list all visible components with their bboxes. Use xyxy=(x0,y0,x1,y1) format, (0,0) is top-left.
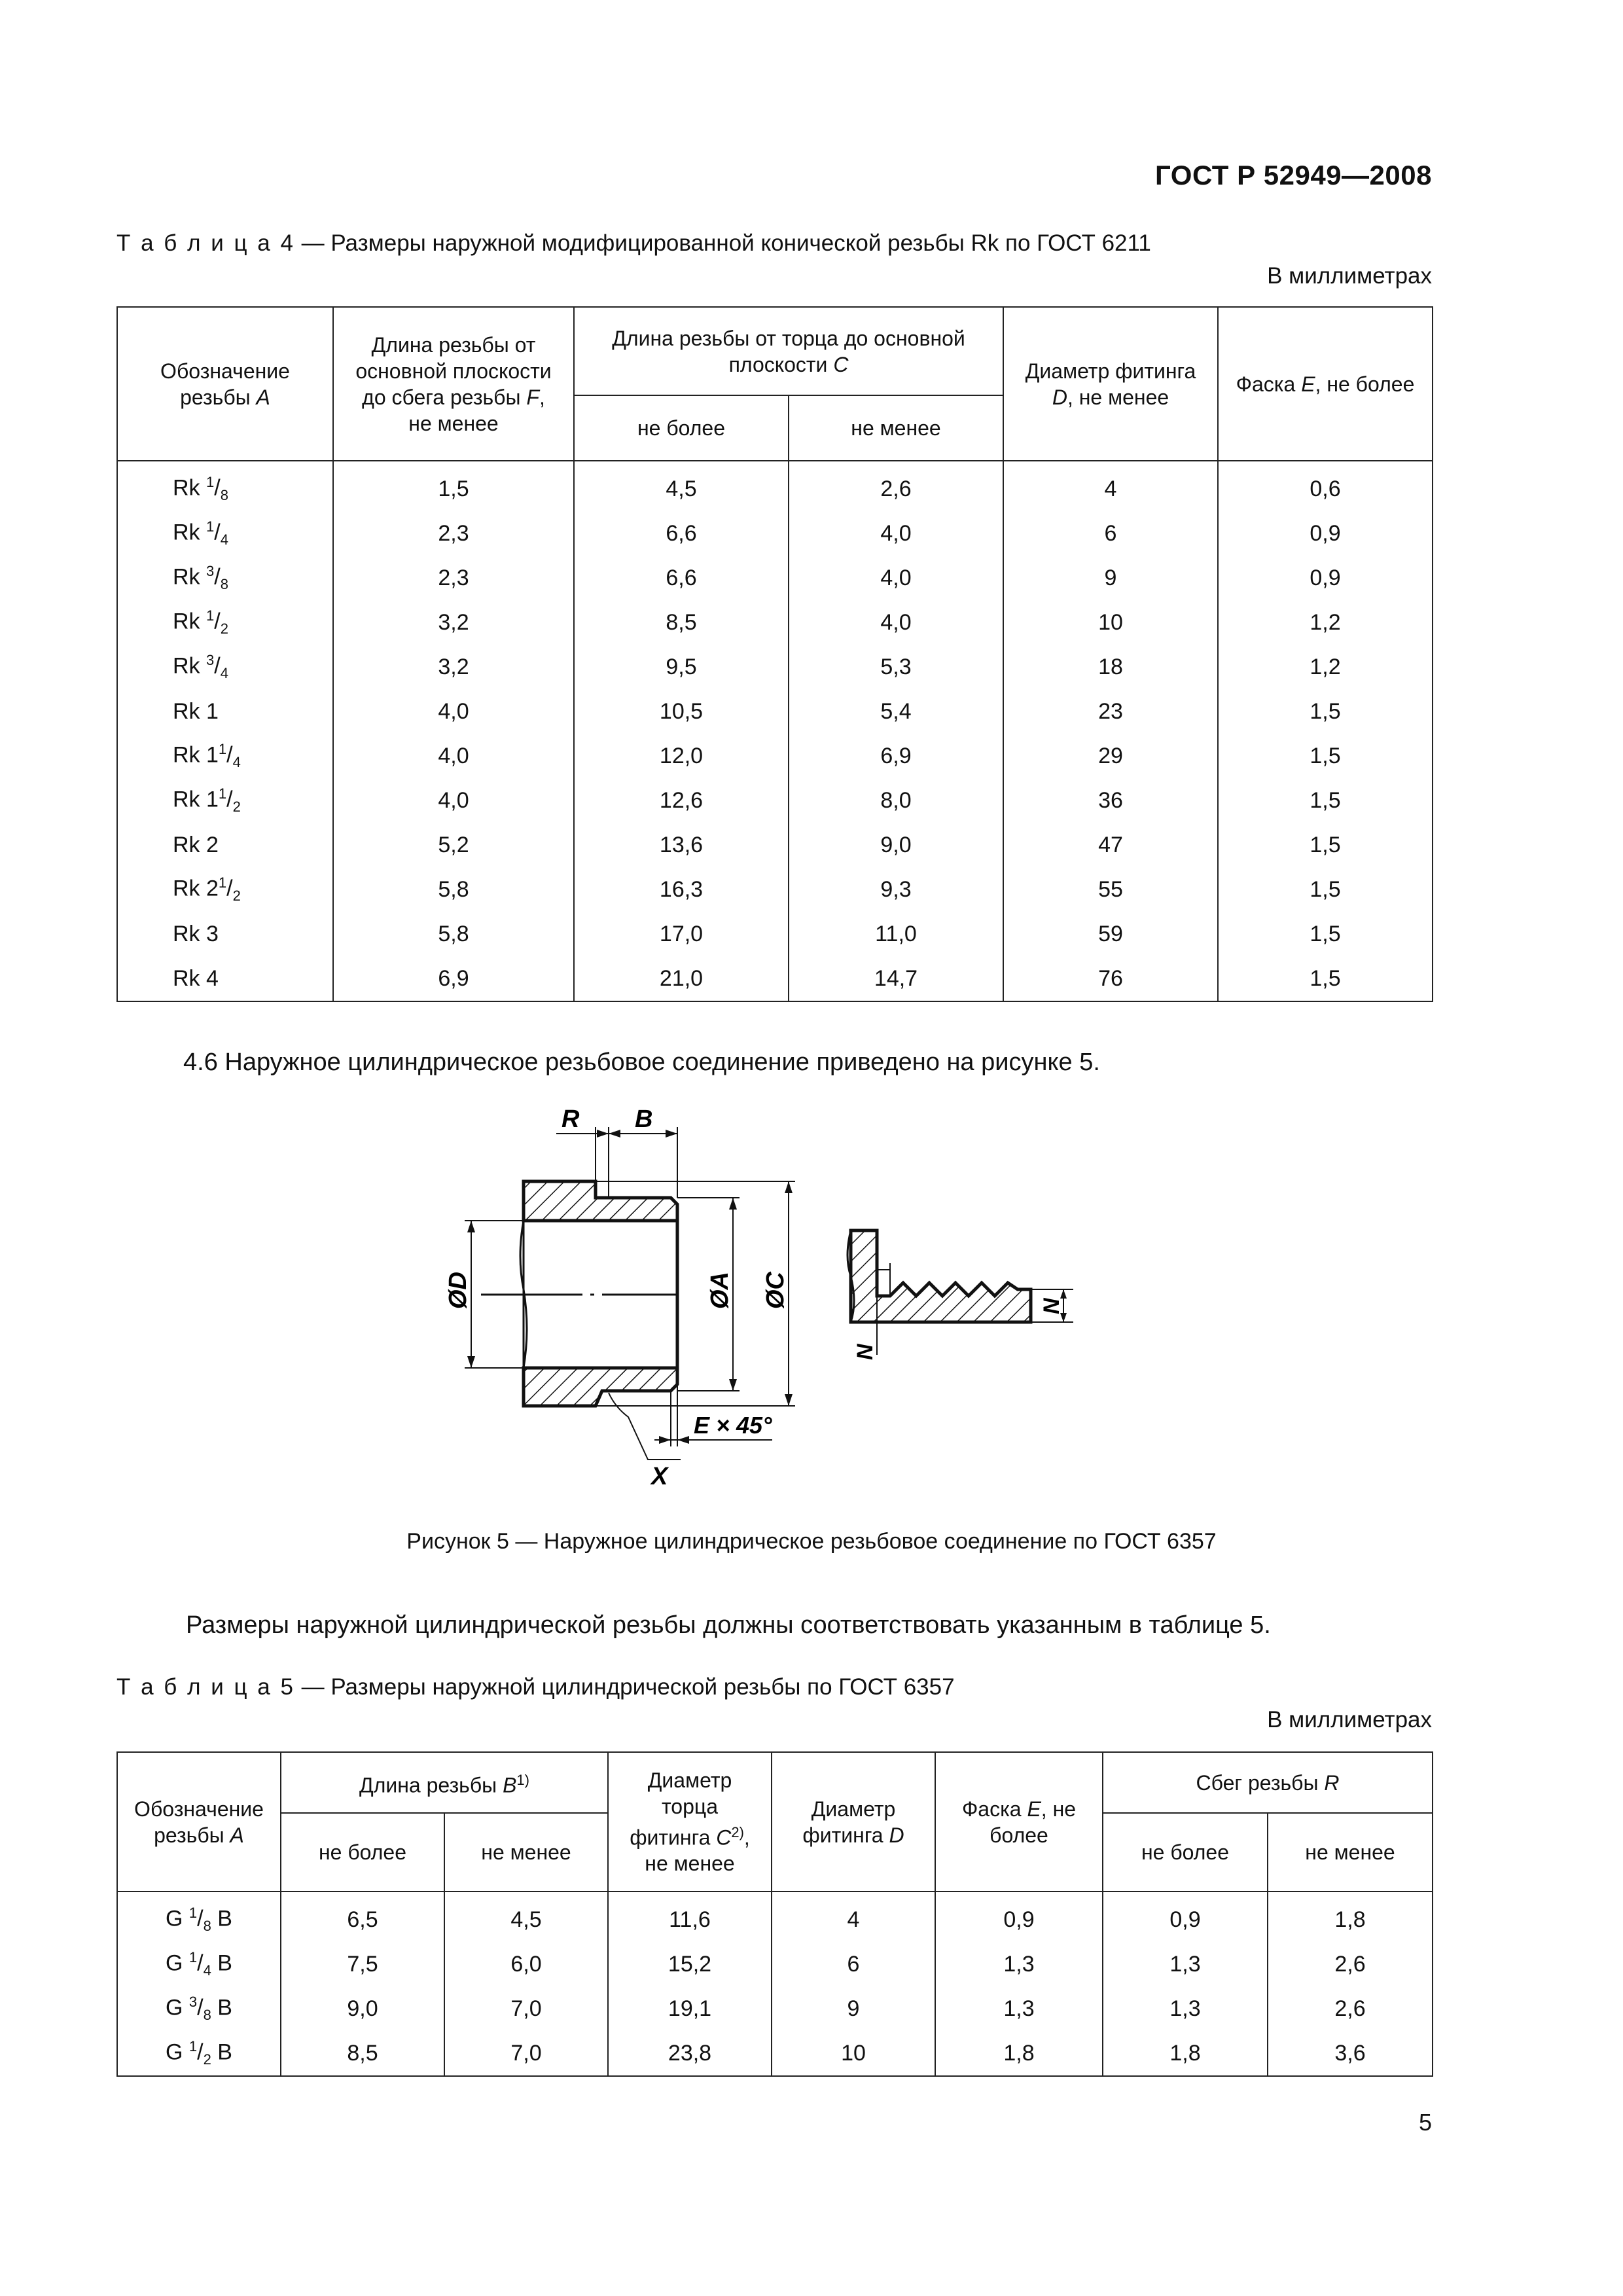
table4-row xyxy=(117,778,1433,823)
table5-row xyxy=(117,2031,1433,2076)
t4-cell-cmax: 10,5 xyxy=(574,689,789,734)
t4-header-chamfer-e: Фаска E, не более xyxy=(1218,307,1433,461)
table4-caption-text: — Размеры наружной модифицированной конической резьбы Rk по ГОСТ 6211 xyxy=(294,230,1151,256)
t4-cell-e: 0,9 xyxy=(1218,556,1433,600)
table5-caption xyxy=(116,1674,955,1700)
t4-cell-e: 1,5 xyxy=(1218,689,1433,734)
t5-cell-rmin: 2,6 xyxy=(1268,1942,1433,1986)
table5-row xyxy=(117,1986,1433,2031)
t5-cell-designation: G $^1/_4$ B xyxy=(117,1942,281,1986)
table4-row xyxy=(117,689,1433,734)
e-arrow-left xyxy=(659,1436,671,1444)
t4-cell-designation: Rk 3 xyxy=(117,912,333,956)
t5-header-diameter-c: Диаметр торца фитинга $C^{2)}$, не менее xyxy=(608,1752,772,1892)
t4-cell-cmax: 6,6 xyxy=(574,556,789,600)
t4-cell-e: 1,2 xyxy=(1218,600,1433,645)
table4-caption xyxy=(116,230,1151,257)
b-arrow-right xyxy=(666,1130,677,1138)
table5-body xyxy=(117,1897,1433,2076)
t4-cell-f: 5,2 xyxy=(333,823,574,867)
t4-cell-cmin: 11,0 xyxy=(789,912,1003,956)
t4-cell-f: 5,8 xyxy=(333,867,574,912)
t5-header-r-max: не более xyxy=(1103,1813,1268,1892)
t5-header-b-min: не менее xyxy=(444,1813,608,1892)
label-n2: N xyxy=(853,1344,878,1360)
t4-cell-d: 9 xyxy=(1003,556,1218,600)
fitting-section xyxy=(444,1105,795,1490)
t5-header-chamfer-e: Фаска E, не более xyxy=(935,1752,1103,1892)
t5-cell-designation: G $^3/_8$ B xyxy=(117,1986,281,2031)
t4-cell-e: 1,5 xyxy=(1218,867,1433,912)
t5-cell-c: 19,1 xyxy=(608,1986,772,2031)
t5-header-diameter-d: Диаметр фитинга D xyxy=(772,1752,935,1892)
t4-cell-d: 10 xyxy=(1003,600,1218,645)
a-arrow-top xyxy=(729,1198,737,1210)
t5-header-runout-r: Сбег резьбы R xyxy=(1103,1752,1433,1813)
t5-header-length-b: Длина резьбы $B^{1)}$ xyxy=(281,1752,608,1813)
t5-header-designation: Обозначение резьбы A xyxy=(117,1752,281,1892)
t4-header-designation: Обозначение резьбы A xyxy=(117,307,333,461)
t4-cell-e: 1,2 xyxy=(1218,645,1433,689)
t4-cell-cmin: 6,9 xyxy=(789,734,1003,778)
t4-cell-cmax: 4,5 xyxy=(574,467,789,511)
t4-cell-designation: Rk 4 xyxy=(117,956,333,1001)
t4-cell-cmin: 9,3 xyxy=(789,867,1003,912)
t4-header-c-max: не более xyxy=(574,395,789,461)
label-r: R xyxy=(562,1105,580,1133)
e-arrow-right xyxy=(677,1436,689,1444)
t4-cell-cmin: 4,0 xyxy=(789,556,1003,600)
t4-cell-f: 4,0 xyxy=(333,778,574,823)
t5-cell-rmax: 1,8 xyxy=(1103,2031,1268,2076)
t4-cell-d: 59 xyxy=(1003,912,1218,956)
page-number: 5 xyxy=(1418,2109,1432,2136)
n1-arrow-top xyxy=(1060,1289,1067,1299)
t4-cell-e: 1,5 xyxy=(1218,912,1433,956)
table4-row xyxy=(117,467,1433,511)
table4-row xyxy=(117,956,1433,1001)
table5-caption-text: — Размеры наружной цилиндрической резьбы по ГОСТ 6357 xyxy=(294,1674,955,1700)
table4-caption-label: Т а б л и ц а 4 xyxy=(116,230,295,256)
label-e: E × 45° xyxy=(694,1412,772,1439)
t5-cell-d: 6 xyxy=(772,1942,935,1986)
figure5-drawing xyxy=(419,1093,1145,1499)
t5-cell-d: 9 xyxy=(772,1986,935,2031)
t5-cell-rmin: 3,6 xyxy=(1268,2031,1433,2076)
table5-row xyxy=(117,1942,1433,1986)
t4-cell-d: 47 xyxy=(1003,823,1218,867)
t5-cell-bmin: 4,5 xyxy=(444,1897,608,1942)
t4-cell-cmax: 16,3 xyxy=(574,867,789,912)
table4 xyxy=(116,306,1433,1002)
t4-cell-e: 1,5 xyxy=(1218,778,1433,823)
t5-cell-e: 1,3 xyxy=(935,1942,1103,1986)
t4-cell-cmax: 12,0 xyxy=(574,734,789,778)
t4-cell-f: 4,0 xyxy=(333,689,574,734)
label-x: X xyxy=(651,1463,668,1490)
thread-detail xyxy=(847,1230,1073,1360)
t5-cell-designation: G $^1/_2$ B xyxy=(117,2031,281,2076)
t4-cell-designation: Rk $1^1/_4$ xyxy=(117,734,333,778)
table4-row xyxy=(117,600,1433,645)
t4-cell-f: 3,2 xyxy=(333,600,574,645)
t5-cell-bmax: 6,5 xyxy=(281,1897,444,1942)
t4-cell-f: 1,5 xyxy=(333,467,574,511)
t5-cell-e: 1,3 xyxy=(935,1986,1103,2031)
a-arrow-bottom xyxy=(729,1379,737,1391)
t4-cell-cmax: 21,0 xyxy=(574,956,789,1001)
t4-cell-cmin: 14,7 xyxy=(789,956,1003,1001)
table4-body xyxy=(117,467,1433,1001)
t5-cell-e: 1,8 xyxy=(935,2031,1103,2076)
t5-cell-c: 11,6 xyxy=(608,1897,772,1942)
t4-cell-designation: Rk $^1/_2$ xyxy=(117,600,333,645)
t4-cell-cmin: 5,4 xyxy=(789,689,1003,734)
t4-cell-d: 23 xyxy=(1003,689,1218,734)
t4-cell-e: 0,9 xyxy=(1218,511,1433,556)
t4-cell-f: 2,3 xyxy=(333,556,574,600)
t5-cell-rmin: 2,6 xyxy=(1268,1986,1433,2031)
t4-cell-cmax: 6,6 xyxy=(574,511,789,556)
table5-row xyxy=(117,1897,1433,1942)
table4-units: В миллиметрах xyxy=(1267,263,1432,289)
table5 xyxy=(116,1751,1433,2077)
t4-cell-designation: Rk $^3/_4$ xyxy=(117,645,333,689)
t5-cell-bmin: 7,0 xyxy=(444,2031,608,2076)
t4-cell-e: 1,5 xyxy=(1218,823,1433,867)
t4-cell-cmax: 9,5 xyxy=(574,645,789,689)
t4-cell-designation: Rk 2 xyxy=(117,823,333,867)
x-leader xyxy=(609,1393,681,1460)
t4-cell-f: 4,0 xyxy=(333,734,574,778)
t4-cell-designation: Rk $^3/_8$ xyxy=(117,556,333,600)
table5-units: В миллиметрах xyxy=(1267,1707,1432,1732)
t4-cell-cmax: 13,6 xyxy=(574,823,789,867)
t4-header-length-c: Длина резьбы от торца до основной плоскости C xyxy=(574,307,1003,395)
r-arrow xyxy=(597,1130,609,1138)
table4-row xyxy=(117,867,1433,912)
t4-cell-d: 36 xyxy=(1003,778,1218,823)
t4-cell-d: 76 xyxy=(1003,956,1218,1001)
c-arrow-top xyxy=(785,1181,793,1193)
table4-row xyxy=(117,912,1433,956)
t4-cell-f: 2,3 xyxy=(333,511,574,556)
t4-header-length-f: Длина резьбы от основной плоскости до сбега резьбы F, не менее xyxy=(333,307,574,461)
t5-cell-c: 23,8 xyxy=(608,2031,772,2076)
label-b: B xyxy=(635,1105,653,1133)
t4-cell-cmin: 8,0 xyxy=(789,778,1003,823)
b-arrow-left xyxy=(609,1130,620,1138)
t4-cell-f: 3,2 xyxy=(333,645,574,689)
t4-cell-e: 1,5 xyxy=(1218,734,1433,778)
section-4-6: 4.6 Наружное цилиндрическое резьбовое соединение приведено на рисунке 5. xyxy=(183,1049,1100,1076)
t4-cell-cmin: 4,0 xyxy=(789,511,1003,556)
table5-intro: Размеры наружной цилиндрической резьбы должны соответствовать указанным в таблице 5. xyxy=(186,1611,1271,1639)
t4-cell-designation: Rk 1 xyxy=(117,689,333,734)
t4-cell-cmin: 4,0 xyxy=(789,600,1003,645)
table4-row xyxy=(117,645,1433,689)
t5-cell-rmax: 0,9 xyxy=(1103,1897,1268,1942)
t5-cell-bmin: 6,0 xyxy=(444,1942,608,1986)
t4-cell-designation: Rk $^1/_4$ xyxy=(117,511,333,556)
t4-cell-d: 4 xyxy=(1003,467,1218,511)
t4-cell-cmin: 2,6 xyxy=(789,467,1003,511)
figure5-caption: Рисунок 5 — Наружное цилиндрическое резьбовое соединение по ГОСТ 6357 xyxy=(406,1529,1217,1554)
t5-header-b-max: не более xyxy=(281,1813,444,1892)
t5-cell-e: 0,9 xyxy=(935,1897,1103,1942)
t4-cell-e: 0,6 xyxy=(1218,467,1433,511)
t4-cell-cmax: 12,6 xyxy=(574,778,789,823)
t4-header-diameter-d: Диаметр фитинга D, не менее xyxy=(1003,307,1218,461)
t4-cell-f: 5,8 xyxy=(333,912,574,956)
t4-cell-d: 18 xyxy=(1003,645,1218,689)
c-arrow-bottom xyxy=(785,1394,793,1406)
t5-cell-rmax: 1,3 xyxy=(1103,1942,1268,1986)
label-n1: N xyxy=(1039,1298,1064,1314)
t4-cell-cmin: 9,0 xyxy=(789,823,1003,867)
table4-row xyxy=(117,556,1433,600)
t4-cell-designation: Rk $2^1/_2$ xyxy=(117,867,333,912)
t5-cell-c: 15,2 xyxy=(608,1942,772,1986)
table4-row xyxy=(117,823,1433,867)
t4-cell-cmin: 5,3 xyxy=(789,645,1003,689)
t4-cell-designation: Rk $1^1/_2$ xyxy=(117,778,333,823)
t5-cell-bmax: 9,0 xyxy=(281,1986,444,2031)
t5-cell-bmax: 8,5 xyxy=(281,2031,444,2076)
label-a: ØA xyxy=(706,1272,734,1309)
t4-cell-e: 1,5 xyxy=(1218,956,1433,1001)
t5-cell-bmax: 7,5 xyxy=(281,1942,444,1986)
t5-cell-designation: G $^1/_8$ B xyxy=(117,1897,281,1942)
t5-cell-rmax: 1,3 xyxy=(1103,1986,1268,2031)
thread-profile xyxy=(851,1230,1031,1322)
label-d: ØD xyxy=(444,1272,472,1309)
d-arrow-top xyxy=(467,1221,475,1232)
t4-cell-cmax: 8,5 xyxy=(574,600,789,645)
t4-cell-designation: Rk $^1/_8$ xyxy=(117,467,333,511)
t5-cell-bmin: 7,0 xyxy=(444,1986,608,2031)
table4-row xyxy=(117,511,1433,556)
document-id: ГОСТ Р 52949—2008 xyxy=(1155,160,1432,190)
t5-cell-rmin: 1,8 xyxy=(1268,1897,1433,1942)
d-arrow-bottom xyxy=(467,1356,475,1368)
t4-header-c-min: не менее xyxy=(789,395,1003,461)
t5-cell-d: 4 xyxy=(772,1897,935,1942)
t5-cell-d: 10 xyxy=(772,2031,935,2076)
table5-caption-label: Т а б л и ц а 5 xyxy=(116,1674,295,1700)
t4-cell-f: 6,9 xyxy=(333,956,574,1001)
top-wall-hatch xyxy=(524,1181,677,1221)
table4-row xyxy=(117,734,1433,778)
t5-header-r-min: не менее xyxy=(1268,1813,1433,1892)
t4-cell-d: 29 xyxy=(1003,734,1218,778)
label-c: ØC xyxy=(762,1272,789,1309)
bottom-wall-hatch xyxy=(524,1368,677,1406)
t4-cell-cmax: 17,0 xyxy=(574,912,789,956)
t4-cell-d: 55 xyxy=(1003,867,1218,912)
t4-cell-d: 6 xyxy=(1003,511,1218,556)
